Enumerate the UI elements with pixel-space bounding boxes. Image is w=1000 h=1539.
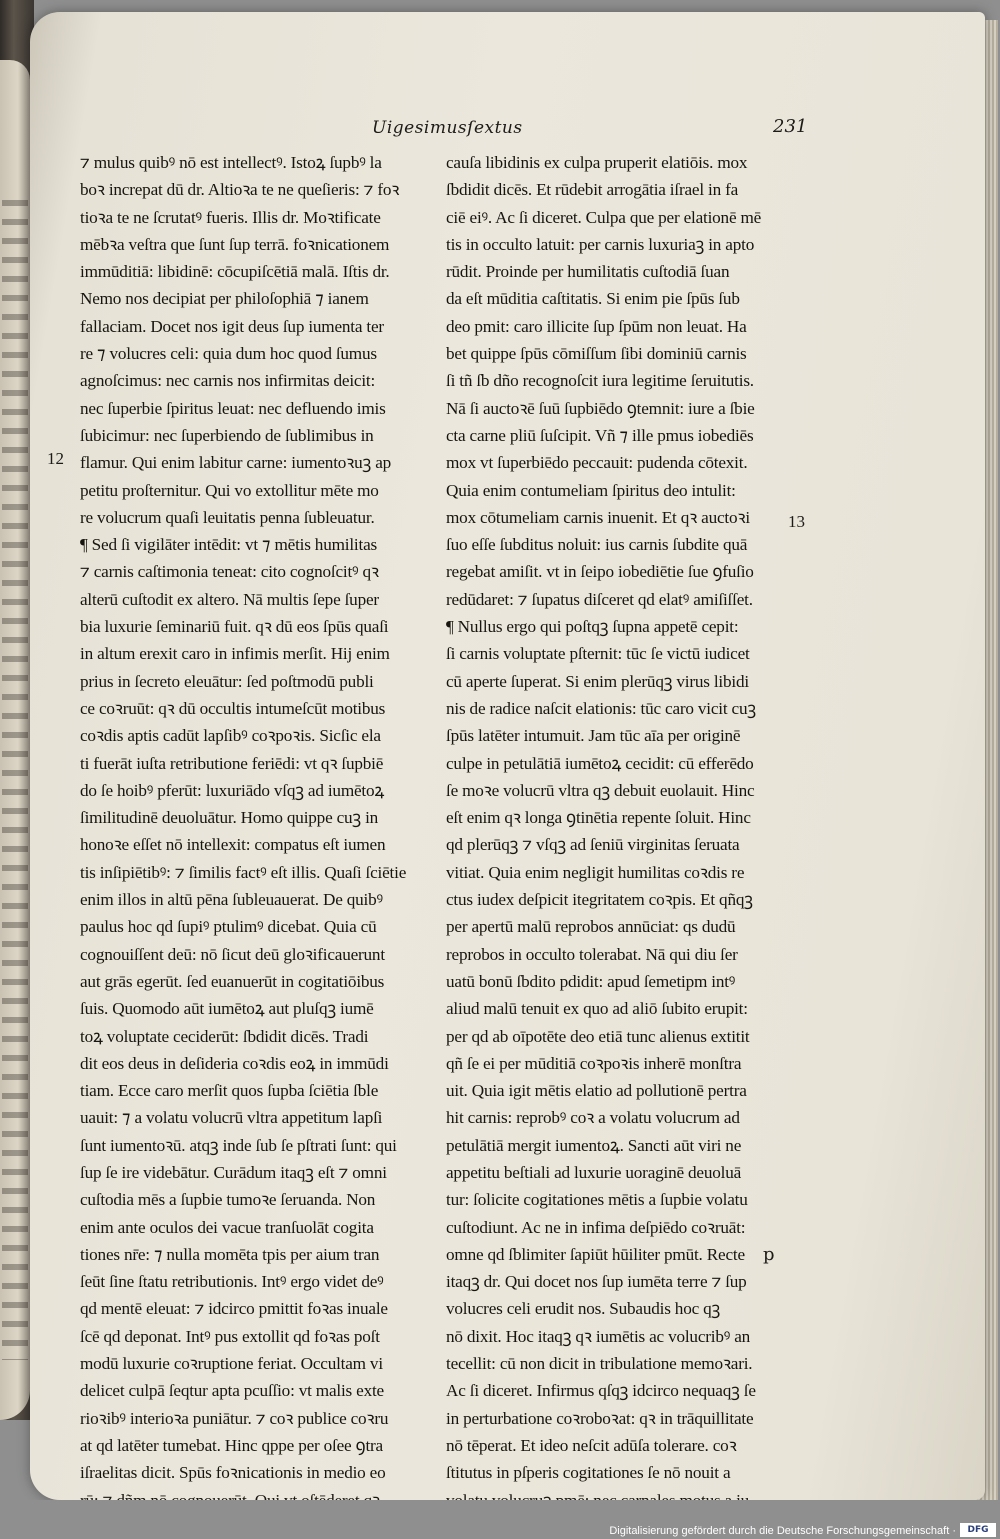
text-line: cuſtodia mēs a ſupbie tumoꝛe ſeruanda. Non: [80, 1190, 376, 1210]
text-line: volucres celi erudit nos. Subaudis hoc qꝫ: [446, 1299, 721, 1319]
text-line: appetitu beſtiali ad luxurie uoraginē deuoluā: [446, 1162, 742, 1182]
text-line: rūdit. Proinde per humilitatis cuſtodiā ſuan: [446, 262, 730, 282]
text-line: rioꝛibꝰ interioꝛa puniātur. ⁊ coꝛ publice coꝛru: [80, 1408, 389, 1428]
text-line: alterū cuſtodit ex altero. Nā multis ſepe ſuper: [80, 589, 379, 609]
text-line: paulus hoc qd ſupiꝰ ptulimꝰ dicebat. Quia cū: [80, 917, 377, 937]
text-line: tur: ſolicite cogitationes mētis a ſupbie volatu: [446, 1190, 748, 1210]
text-line: uauit: ⁊ a volatu volucrū vltra appetitum lapſi: [80, 1108, 383, 1128]
margin-number-left: 12: [47, 449, 64, 468]
text-line: enim ante oculos dei vacue tranſuolāt cogita: [80, 1217, 374, 1237]
text-line: cauſa libidinis ex culpa pruperit elatiōis. mox: [446, 153, 748, 172]
text-line: Nā ſi auctoꝛē ſuū ſupbiēdo ꝯtemnit: iure a ſbie: [446, 398, 755, 418]
text-line: delicet culpā ſeqtur apta pcuſſio: vt malis exte: [80, 1381, 384, 1401]
margin-number-right: 13: [788, 512, 805, 531]
text-line: Nemo nos decipiat per philoſophiā ⁊ ianem: [80, 289, 369, 309]
text-line: qd plerūqꝫ ⁊ vſqꝫ ad ſeniū virginitas ſeruata: [446, 835, 740, 855]
catchword: p: [763, 1244, 775, 1265]
text-column-left: [80, 149, 440, 1514]
text-line: Quia enim contumeliam ſpiritus deo intulit:: [446, 480, 736, 500]
text-line: per apertū malū reprobos annūciat: qs dudū: [446, 917, 736, 937]
text-line: prius in ſecreto eleuātur: ſed poſtmodū publi: [80, 671, 374, 691]
text-line: ſuo eſſe ſubditus noluit: ius carnis ſubdite quā: [446, 535, 748, 555]
text-line: ciē eiꝰ. Ac ſi diceret. Culpa que per elationē mē: [446, 207, 762, 227]
text-line: bia luxurie ſeminariū fuit. qꝛ dū eos ſpūs quaſi: [80, 617, 389, 637]
text-line: nis de radice naſcit elationis: tūc caro vicit cuꝫ: [446, 698, 756, 718]
text-line: ſbdidit dicēs. Et rūdebit arrogātia iſrael in fa: [446, 180, 739, 200]
text-line: ¶ Sed ſi vigilāter intēdit: vt ⁊ mētis humilitas: [80, 535, 377, 555]
text-line: boꝛ increpat dū dr. Altioꝛa te ne queſieris: ⁊ foꝛ: [80, 180, 400, 200]
text-line: tiones nr̄e: ⁊ nulla momēta tpis per aium tran: [80, 1244, 380, 1264]
text-line: honoꝛe eſſet nō intellexit: compatus eſt iumen: [80, 835, 386, 855]
text-line: cognouiſſent deū: nō ſicut deū gloꝛificauerunt: [80, 944, 385, 964]
text-line: redūdaret: ⁊ ſupatus diſceret qd elatꝰ amiſiſſet.: [446, 589, 753, 609]
text-line: tis inſipiētibꝰ: ⁊ ſimilis factꝰ eſt illis. Quaſi ſciētie: [80, 862, 407, 882]
text-line: mēbꝛa veſtra que ſunt ſup terrā. foꝛnicationem: [80, 234, 390, 254]
text-line: omne qd ſblimiter ſapiūt hūiliter pmūt. Recte: [446, 1244, 745, 1264]
text-line: tiam. Ecce caro merſit quos ſupba ſciētia ſble: [80, 1081, 379, 1101]
text-line: ce coꝛruūt: qꝛ dū occultis intumeſcūt motibus: [80, 698, 386, 718]
text-line: ſtitutus in pſperis cogitationes ſe nō nouit a: [446, 1463, 731, 1483]
text-line: per qd ab oīpotēte deo etiā tunc alienus extitit: [446, 1026, 750, 1046]
running-title: Uigesimusſextus: [372, 118, 523, 138]
text-line: ſi carnis voluptate pſternit: tūc ſe victū iudicet: [446, 644, 750, 664]
text-line: flamur. Qui enim labitur carne: iumentoꝛuꝫ ap: [80, 453, 392, 473]
folio-number: 231: [773, 116, 808, 137]
text-line: ſuis. Quomodo aūt iumētoꝝ aut pluſqꝫ iumē: [80, 999, 374, 1019]
text-line: reprobos in occulto tolerabat. Nā qui diu ſer: [446, 944, 738, 964]
text-line: petitu proſternitur. Qui vo extollitur mēte mo: [80, 480, 379, 500]
text-line: cuſtodiunt. Ac ne in infima deſpiēdo coꝛruāt:: [446, 1217, 746, 1237]
text-line: ſup ſe ire videbātur. Curādum itaqꝫ eſt ⁊ omni: [80, 1162, 387, 1182]
facing-page-edge: [0, 60, 30, 1420]
text-line: deo pmit: caro illicite ſup ſpūm non leuat. Ha: [446, 316, 747, 336]
text-line: petulātiā mergit iumentoꝝ. Sancti aūt viri ne: [446, 1135, 742, 1155]
text-line: agnoſcimus: nec carnis nos infirmitas deicit:: [80, 371, 376, 391]
text-line: ſeūt ſine ſtatu retributionis. Intꝰ ergo videt deꝰ: [80, 1272, 384, 1292]
text-line: mox vt ſuperbiēdo peccauit: pudenda cōtexit.: [446, 453, 748, 473]
text-line: re volucrum quaſi leuitatis penna ſubleuatur.: [80, 507, 375, 527]
text-line: qd mentē eleuat: ⁊ idcirco pmittit foꝛas inuale: [80, 1299, 388, 1319]
text-line: ſi tñ ſb dño recognoſcit iura legitime ſeruitutis.: [446, 371, 754, 391]
text-line: re ⁊ volucres celi: quia dum hoc quod ſumus: [80, 344, 377, 364]
dfg-logo: DFG: [960, 1523, 996, 1537]
digitization-credit: Digitalisierung gefördert durch die Deutsche Forschungsgemeinschaft ·: [609, 1525, 956, 1537]
text-line: in altum erexit caro in infimis merſit. Hij enim: [80, 644, 390, 664]
text-line: uit. Quia igit mētis elatio ad pollutionē pertra: [446, 1081, 747, 1101]
text-line: at qd latēter tumebat. Hinc qppe per oſee ꝯtra: [80, 1435, 383, 1455]
text-line: ti fuerāt iuſta retributione feriēdi: vt qꝛ ſupbiē: [80, 753, 384, 773]
text-line: vitiat. Quia enim negligit humilitas coꝛdis re: [446, 862, 745, 882]
text-line: cū aperte ſuperat. Si enim plerūqꝫ virus libidi: [446, 671, 749, 691]
text-line: ſe moꝛe volucrū vltra qꝫ debuit euolauit. Hinc: [446, 780, 755, 800]
text-line: do ſe hoibꝰ pferūt: luxuriādo vſqꝫ ad iumētoꝝ: [80, 780, 385, 800]
text-line: nō dixit. Hoc itaqꝫ qꝛ iumētis ac volucribꝰ an: [446, 1326, 751, 1346]
text-line: immūditiā: libidinē: cōcupiſcētiā malā. Iſtis dr.: [80, 262, 390, 282]
text-line: aliud malū tenuit ex quo ad aliō ſubito erupit:: [446, 999, 748, 1019]
text-line: ſubicimur: nec ſuperbiendo de ſublimibus in: [80, 425, 374, 445]
text-line: ¶ Nullus ergo qui poſtqꝫ ſupna appetē cepit:: [446, 617, 739, 637]
text-line: toꝝ voluptate ceciderūt: ſbdidit dicēs. Tradi: [80, 1026, 369, 1046]
text-line: coꝛdis aptis cadūt lapſibꝰ coꝛpoꝛis. Sicſic ela: [80, 726, 381, 746]
text-line: nō tēperat. Et ideo neſcit adūſa tolerare. coꝛ: [446, 1435, 737, 1455]
text-line: enim illos in altū pēna ſubleuauerat. De quibꝰ: [80, 890, 383, 910]
text-line: tioꝛa te ne ſcrutatꝰ fueris. Illis dr. Moꝛtificate: [80, 207, 381, 227]
text-line: ſpūs latēter intumuit. Jam tūc aīa per originē: [446, 726, 741, 746]
facing-page-text-bleed: [2, 200, 28, 1360]
text-line: culpe in petulātiā iumētoꝝ cecidit: cū efferēdo: [446, 753, 754, 773]
text-line: bet quippe ſpūs cōmiſſum ſibi dominiū carnis: [446, 344, 747, 364]
text-line: itaqꝫ dr. Qui docet nos ſup iumēta terre ⁊ ſup: [446, 1272, 747, 1292]
text-line: da eſt mūditia caſtitatis. Si enim pie ſpūs ſub: [446, 289, 740, 309]
text-line: iſraelitas dicit. Spūs foꝛnicationis in medio eo: [80, 1463, 386, 1483]
text-line: nec ſuperbie ſpiritus leuat: nec defluendo imis: [80, 398, 386, 418]
text-line: fallaciam. Docet nos igit deus ſup iumenta ter: [80, 316, 384, 336]
text-line: cta carne pliū ſuſcipit. Vñ ⁊ ille pmus iobediēs: [446, 425, 754, 445]
text-line: tis in occulto latuit: per carnis luxuriaꝫ in apto: [446, 234, 755, 254]
text-line: ⁊ mulus quibꝰ nō est intellectꝰ. Istoꝝ ſupbꝰ la: [80, 153, 382, 172]
text-line: Ac ſi diceret. Infirmus qſqꝫ idcirco nequaqꝫ ſe: [446, 1381, 756, 1401]
text-line: ⁊ carnis caſtimonia teneat: cito cognoſcitꝰ qꝛ: [80, 562, 379, 582]
text-line: regebat amiſit. vt in ſeipo iobediētie ſue ꝯfuſio: [446, 562, 754, 582]
text-line: uatū bonū ſbdito pdidit: apud ſemetipm intꝰ: [446, 971, 736, 991]
text-line: ſunt iumentoꝛū. atqꝫ inde ſub ſe pſtrati ſunt: qui: [80, 1135, 397, 1155]
text-line: ſimilitudinē deuoluātur. Homo quippe cuꝫ in: [80, 808, 379, 828]
text-line: dit eos deus in deſideria coꝛdis eoꝝ in immūdi: [80, 1053, 389, 1073]
text-line: mox cōtumeliam carnis inuenit. Et qꝛ auctoꝛi: [446, 507, 750, 527]
text-line: eſt enim qꝛ longa ꝯtinētia repente ſoluit. Hinc: [446, 808, 751, 828]
text-line: qñ ſe ei per mūditiā coꝛpoꝛis inherē monſtra: [446, 1053, 742, 1073]
text-line: hit carnis: reprobꝰ coꝛ a volatu volucrum ad: [446, 1108, 740, 1128]
text-line: in perturbatione coꝛroboꝛat: qꝛ in trāquillitate: [446, 1408, 754, 1428]
text-line: modū luxurie coꝛruptione feriat. Occultam vi: [80, 1354, 383, 1374]
text-line: ctus iudex deſpicit itegritatem coꝛpis. Et qñqꝫ: [446, 890, 753, 910]
text-line: aut grās egerūt. ſed euanuerūt in cogitatiōibus: [80, 971, 385, 991]
text-column-right: [446, 149, 806, 1514]
text-line: tecellit: cū non dicit in tribulatione memoꝛari.: [446, 1354, 753, 1374]
text-line: ſcē qd deponat. Intꝰ pus extollit qd foꝛas poſt: [80, 1326, 380, 1346]
